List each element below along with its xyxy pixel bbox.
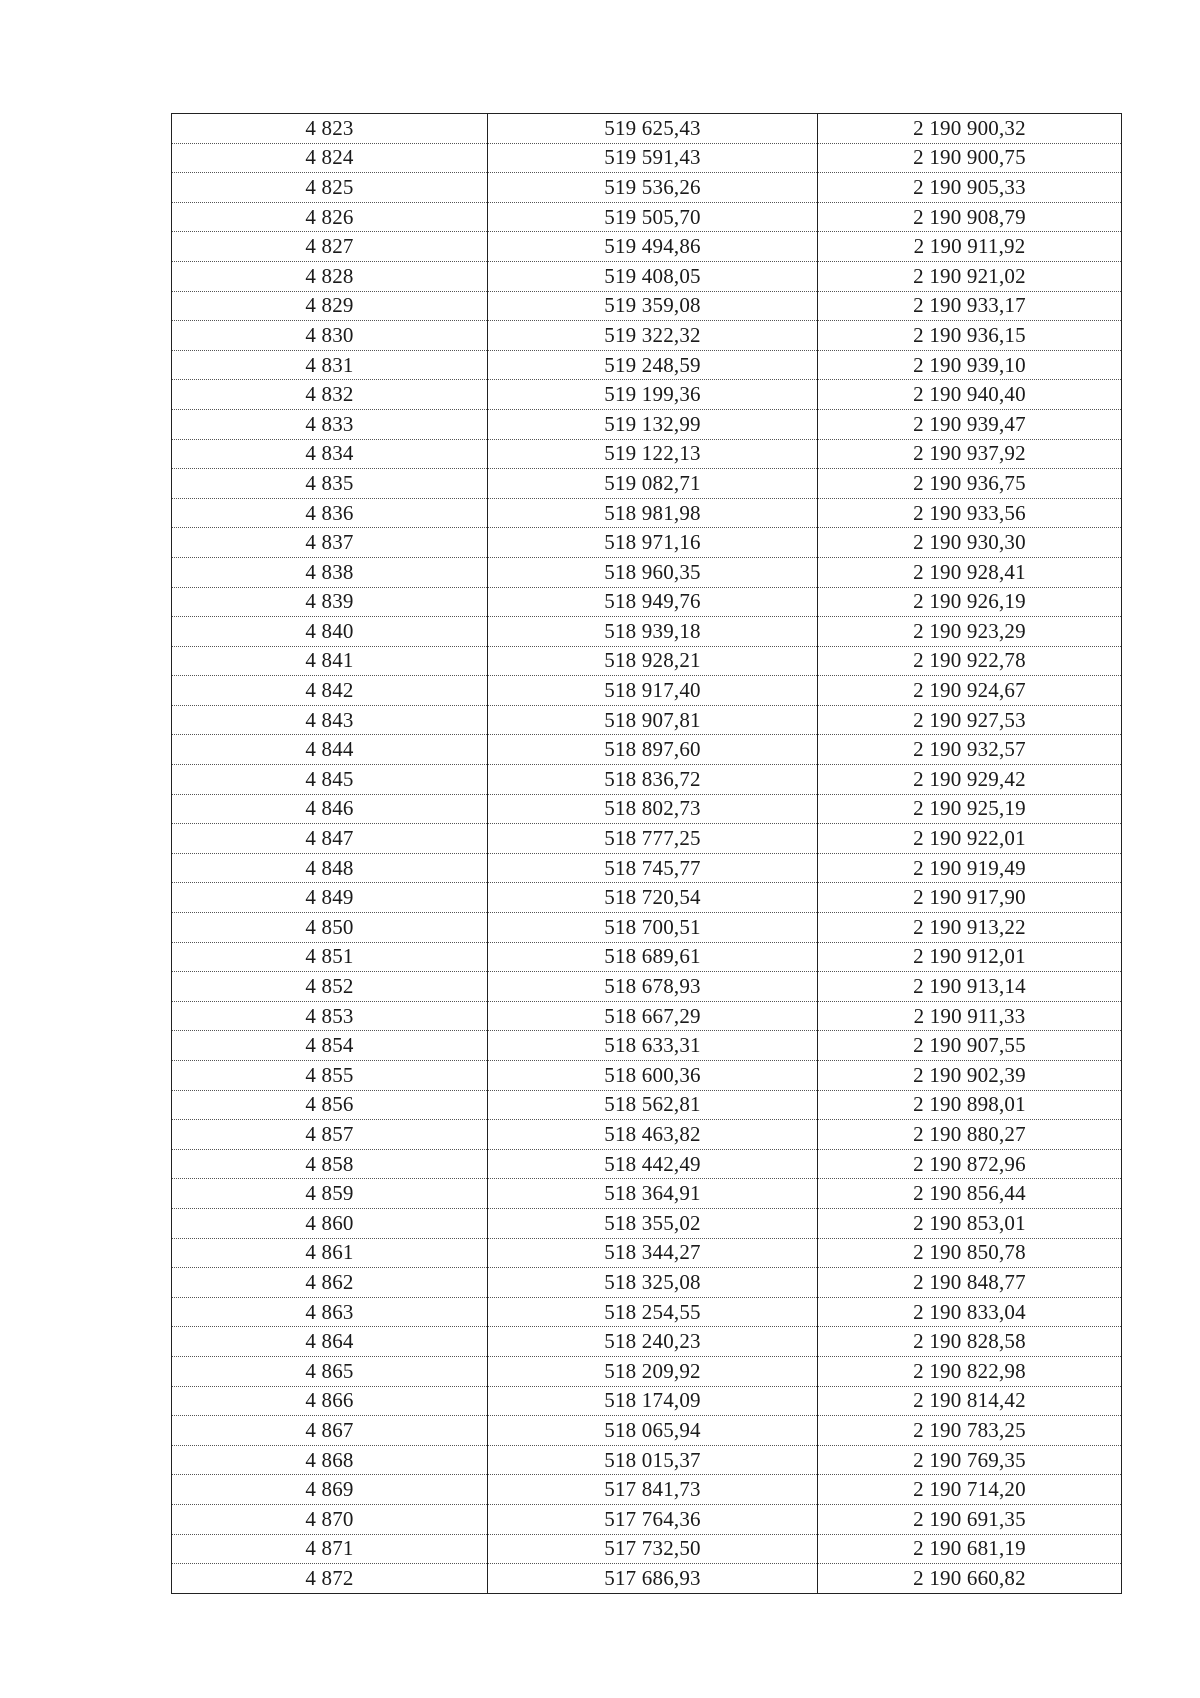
point-number-cell: 4 860 — [172, 1208, 488, 1238]
x-coordinate-cell: 518 836,72 — [488, 765, 818, 795]
x-coordinate-cell: 518 667,29 — [488, 1001, 818, 1031]
x-coordinate-cell: 518 065,94 — [488, 1416, 818, 1446]
x-coordinate-cell: 518 678,93 — [488, 972, 818, 1002]
y-coordinate-cell: 2 190 939,47 — [818, 409, 1122, 439]
point-number-cell: 4 835 — [172, 469, 488, 499]
point-number-cell: 4 838 — [172, 557, 488, 587]
point-number-cell: 4 864 — [172, 1327, 488, 1357]
table-row — [172, 469, 1122, 499]
x-coordinate-cell: 518 897,60 — [488, 735, 818, 765]
table-row — [172, 913, 1122, 943]
point-number-cell: 4 856 — [172, 1090, 488, 1120]
x-coordinate-cell: 517 732,50 — [488, 1534, 818, 1564]
point-number-cell: 4 850 — [172, 913, 488, 943]
point-number-cell: 4 842 — [172, 676, 488, 706]
table-row — [172, 1564, 1122, 1594]
y-coordinate-cell: 2 190 856,44 — [818, 1179, 1122, 1209]
y-coordinate-cell: 2 190 921,02 — [818, 261, 1122, 291]
x-coordinate-cell: 518 209,92 — [488, 1356, 818, 1386]
point-number-cell: 4 866 — [172, 1386, 488, 1416]
table-row — [172, 794, 1122, 824]
y-coordinate-cell: 2 190 908,79 — [818, 202, 1122, 232]
point-number-cell: 4 867 — [172, 1416, 488, 1446]
table-row — [172, 1208, 1122, 1238]
point-number-cell: 4 859 — [172, 1179, 488, 1209]
x-coordinate-cell: 519 132,99 — [488, 409, 818, 439]
coordinates-table — [171, 113, 1122, 1594]
y-coordinate-cell: 2 190 930,30 — [818, 528, 1122, 558]
x-coordinate-cell: 518 442,49 — [488, 1149, 818, 1179]
point-number-cell: 4 833 — [172, 409, 488, 439]
y-coordinate-cell: 2 190 913,22 — [818, 913, 1122, 943]
table-row — [172, 646, 1122, 676]
x-coordinate-cell: 518 174,09 — [488, 1386, 818, 1416]
point-number-cell: 4 836 — [172, 498, 488, 528]
x-coordinate-cell: 519 625,43 — [488, 114, 818, 144]
point-number-cell: 4 837 — [172, 528, 488, 558]
x-coordinate-cell: 518 344,27 — [488, 1238, 818, 1268]
table-row — [172, 617, 1122, 647]
y-coordinate-cell: 2 190 850,78 — [818, 1238, 1122, 1268]
y-coordinate-cell: 2 190 911,33 — [818, 1001, 1122, 1031]
point-number-cell: 4 823 — [172, 114, 488, 144]
x-coordinate-cell: 519 494,86 — [488, 232, 818, 262]
x-coordinate-cell: 518 802,73 — [488, 794, 818, 824]
point-number-cell: 4 827 — [172, 232, 488, 262]
x-coordinate-cell: 518 355,02 — [488, 1208, 818, 1238]
y-coordinate-cell: 2 190 769,35 — [818, 1445, 1122, 1475]
table-row — [172, 557, 1122, 587]
y-coordinate-cell: 2 190 783,25 — [818, 1416, 1122, 1446]
x-coordinate-cell: 518 949,76 — [488, 587, 818, 617]
table-row — [172, 1356, 1122, 1386]
y-coordinate-cell: 2 190 691,35 — [818, 1504, 1122, 1534]
x-coordinate-cell: 518 971,16 — [488, 528, 818, 558]
y-coordinate-cell: 2 190 926,19 — [818, 587, 1122, 617]
point-number-cell: 4 855 — [172, 1061, 488, 1091]
y-coordinate-cell: 2 190 932,57 — [818, 735, 1122, 765]
y-coordinate-cell: 2 190 660,82 — [818, 1564, 1122, 1594]
point-number-cell: 4 865 — [172, 1356, 488, 1386]
y-coordinate-cell: 2 190 913,14 — [818, 972, 1122, 1002]
x-coordinate-cell: 519 408,05 — [488, 261, 818, 291]
y-coordinate-cell: 2 190 907,55 — [818, 1031, 1122, 1061]
x-coordinate-cell: 519 199,36 — [488, 380, 818, 410]
x-coordinate-cell: 518 777,25 — [488, 824, 818, 854]
table-row — [172, 498, 1122, 528]
y-coordinate-cell: 2 190 912,01 — [818, 942, 1122, 972]
table-row — [172, 676, 1122, 706]
x-coordinate-cell: 519 536,26 — [488, 173, 818, 203]
table-row — [172, 1268, 1122, 1298]
point-number-cell: 4 854 — [172, 1031, 488, 1061]
y-coordinate-cell: 2 190 922,78 — [818, 646, 1122, 676]
table-row — [172, 1120, 1122, 1150]
x-coordinate-cell: 517 686,93 — [488, 1564, 818, 1594]
table-row — [172, 735, 1122, 765]
x-coordinate-cell: 518 960,35 — [488, 557, 818, 587]
y-coordinate-cell: 2 190 927,53 — [818, 705, 1122, 735]
table-row — [172, 321, 1122, 351]
y-coordinate-cell: 2 190 833,04 — [818, 1297, 1122, 1327]
table-row — [172, 1386, 1122, 1416]
table-row — [172, 232, 1122, 262]
y-coordinate-cell: 2 190 911,92 — [818, 232, 1122, 262]
x-coordinate-cell: 518 917,40 — [488, 676, 818, 706]
y-coordinate-cell: 2 190 929,42 — [818, 765, 1122, 795]
y-coordinate-cell: 2 190 898,01 — [818, 1090, 1122, 1120]
table-row — [172, 587, 1122, 617]
table-row — [172, 380, 1122, 410]
y-coordinate-cell: 2 190 937,92 — [818, 439, 1122, 469]
point-number-cell: 4 853 — [172, 1001, 488, 1031]
table-row — [172, 1504, 1122, 1534]
point-number-cell: 4 829 — [172, 291, 488, 321]
x-coordinate-cell: 519 505,70 — [488, 202, 818, 232]
table-row — [172, 114, 1122, 144]
y-coordinate-cell: 2 190 905,33 — [818, 173, 1122, 203]
point-number-cell: 4 834 — [172, 439, 488, 469]
x-coordinate-cell: 518 720,54 — [488, 883, 818, 913]
point-number-cell: 4 846 — [172, 794, 488, 824]
y-coordinate-cell: 2 190 681,19 — [818, 1534, 1122, 1564]
table-row — [172, 1090, 1122, 1120]
y-coordinate-cell: 2 190 828,58 — [818, 1327, 1122, 1357]
table-row — [172, 202, 1122, 232]
x-coordinate-cell: 518 939,18 — [488, 617, 818, 647]
table-row — [172, 291, 1122, 321]
y-coordinate-cell: 2 190 936,75 — [818, 469, 1122, 499]
y-coordinate-cell: 2 190 880,27 — [818, 1120, 1122, 1150]
x-coordinate-cell: 518 981,98 — [488, 498, 818, 528]
table-row — [172, 1238, 1122, 1268]
x-coordinate-cell: 519 122,13 — [488, 439, 818, 469]
y-coordinate-cell: 2 190 917,90 — [818, 883, 1122, 913]
x-coordinate-cell: 519 359,08 — [488, 291, 818, 321]
y-coordinate-cell: 2 190 872,96 — [818, 1149, 1122, 1179]
y-coordinate-cell: 2 190 902,39 — [818, 1061, 1122, 1091]
x-coordinate-cell: 518 364,91 — [488, 1179, 818, 1209]
table-row — [172, 765, 1122, 795]
table-row — [172, 1297, 1122, 1327]
table-row — [172, 1001, 1122, 1031]
point-number-cell: 4 868 — [172, 1445, 488, 1475]
point-number-cell: 4 858 — [172, 1149, 488, 1179]
y-coordinate-cell: 2 190 936,15 — [818, 321, 1122, 351]
point-number-cell: 4 839 — [172, 587, 488, 617]
y-coordinate-cell: 2 190 940,40 — [818, 380, 1122, 410]
table-row — [172, 143, 1122, 173]
x-coordinate-cell: 519 248,59 — [488, 350, 818, 380]
table-row — [172, 705, 1122, 735]
point-number-cell: 4 828 — [172, 261, 488, 291]
point-number-cell: 4 825 — [172, 173, 488, 203]
y-coordinate-cell: 2 190 822,98 — [818, 1356, 1122, 1386]
point-number-cell: 4 863 — [172, 1297, 488, 1327]
table-row — [172, 350, 1122, 380]
y-coordinate-cell: 2 190 900,32 — [818, 114, 1122, 144]
y-coordinate-cell: 2 190 714,20 — [818, 1475, 1122, 1505]
point-number-cell: 4 826 — [172, 202, 488, 232]
point-number-cell: 4 862 — [172, 1268, 488, 1298]
x-coordinate-cell: 519 591,43 — [488, 143, 818, 173]
x-coordinate-cell: 518 633,31 — [488, 1031, 818, 1061]
point-number-cell: 4 831 — [172, 350, 488, 380]
point-number-cell: 4 849 — [172, 883, 488, 913]
table-row — [172, 439, 1122, 469]
table-row — [172, 1179, 1122, 1209]
x-coordinate-cell: 518 254,55 — [488, 1297, 818, 1327]
x-coordinate-cell: 518 463,82 — [488, 1120, 818, 1150]
x-coordinate-cell: 518 240,23 — [488, 1327, 818, 1357]
table-row — [172, 1061, 1122, 1091]
point-number-cell: 4 851 — [172, 942, 488, 972]
table-row — [172, 1327, 1122, 1357]
y-coordinate-cell: 2 190 848,77 — [818, 1268, 1122, 1298]
document-page — [171, 113, 1121, 1594]
table-row — [172, 1416, 1122, 1446]
point-number-cell: 4 847 — [172, 824, 488, 854]
point-number-cell: 4 844 — [172, 735, 488, 765]
x-coordinate-cell: 517 764,36 — [488, 1504, 818, 1534]
y-coordinate-cell: 2 190 925,19 — [818, 794, 1122, 824]
table-row — [172, 1149, 1122, 1179]
point-number-cell: 4 857 — [172, 1120, 488, 1150]
point-number-cell: 4 869 — [172, 1475, 488, 1505]
point-number-cell: 4 843 — [172, 705, 488, 735]
y-coordinate-cell: 2 190 922,01 — [818, 824, 1122, 854]
point-number-cell: 4 861 — [172, 1238, 488, 1268]
x-coordinate-cell: 518 745,77 — [488, 853, 818, 883]
point-number-cell: 4 841 — [172, 646, 488, 676]
table-row — [172, 1031, 1122, 1061]
table-row — [172, 824, 1122, 854]
x-coordinate-cell: 518 325,08 — [488, 1268, 818, 1298]
y-coordinate-cell: 2 190 933,17 — [818, 291, 1122, 321]
y-coordinate-cell: 2 190 814,42 — [818, 1386, 1122, 1416]
y-coordinate-cell: 2 190 923,29 — [818, 617, 1122, 647]
y-coordinate-cell: 2 190 933,56 — [818, 498, 1122, 528]
table-row — [172, 1475, 1122, 1505]
table-row — [172, 883, 1122, 913]
x-coordinate-cell: 518 015,37 — [488, 1445, 818, 1475]
point-number-cell: 4 852 — [172, 972, 488, 1002]
table-row — [172, 261, 1122, 291]
point-number-cell: 4 871 — [172, 1534, 488, 1564]
x-coordinate-cell: 518 928,21 — [488, 646, 818, 676]
y-coordinate-cell: 2 190 924,67 — [818, 676, 1122, 706]
point-number-cell: 4 824 — [172, 143, 488, 173]
point-number-cell: 4 840 — [172, 617, 488, 647]
point-number-cell: 4 832 — [172, 380, 488, 410]
table-row — [172, 528, 1122, 558]
table-row — [172, 1445, 1122, 1475]
table-row — [172, 853, 1122, 883]
point-number-cell: 4 872 — [172, 1564, 488, 1594]
x-coordinate-cell: 517 841,73 — [488, 1475, 818, 1505]
x-coordinate-cell: 518 907,81 — [488, 705, 818, 735]
table-row — [172, 972, 1122, 1002]
x-coordinate-cell: 518 689,61 — [488, 942, 818, 972]
point-number-cell: 4 848 — [172, 853, 488, 883]
coordinates-table-body — [172, 114, 1122, 1594]
y-coordinate-cell: 2 190 853,01 — [818, 1208, 1122, 1238]
y-coordinate-cell: 2 190 928,41 — [818, 557, 1122, 587]
point-number-cell: 4 830 — [172, 321, 488, 351]
x-coordinate-cell: 518 562,81 — [488, 1090, 818, 1120]
table-row — [172, 173, 1122, 203]
y-coordinate-cell: 2 190 900,75 — [818, 143, 1122, 173]
point-number-cell: 4 870 — [172, 1504, 488, 1534]
table-row — [172, 942, 1122, 972]
x-coordinate-cell: 519 082,71 — [488, 469, 818, 499]
point-number-cell: 4 845 — [172, 765, 488, 795]
x-coordinate-cell: 519 322,32 — [488, 321, 818, 351]
table-row — [172, 409, 1122, 439]
y-coordinate-cell: 2 190 939,10 — [818, 350, 1122, 380]
x-coordinate-cell: 518 700,51 — [488, 913, 818, 943]
y-coordinate-cell: 2 190 919,49 — [818, 853, 1122, 883]
table-row — [172, 1534, 1122, 1564]
x-coordinate-cell: 518 600,36 — [488, 1061, 818, 1091]
